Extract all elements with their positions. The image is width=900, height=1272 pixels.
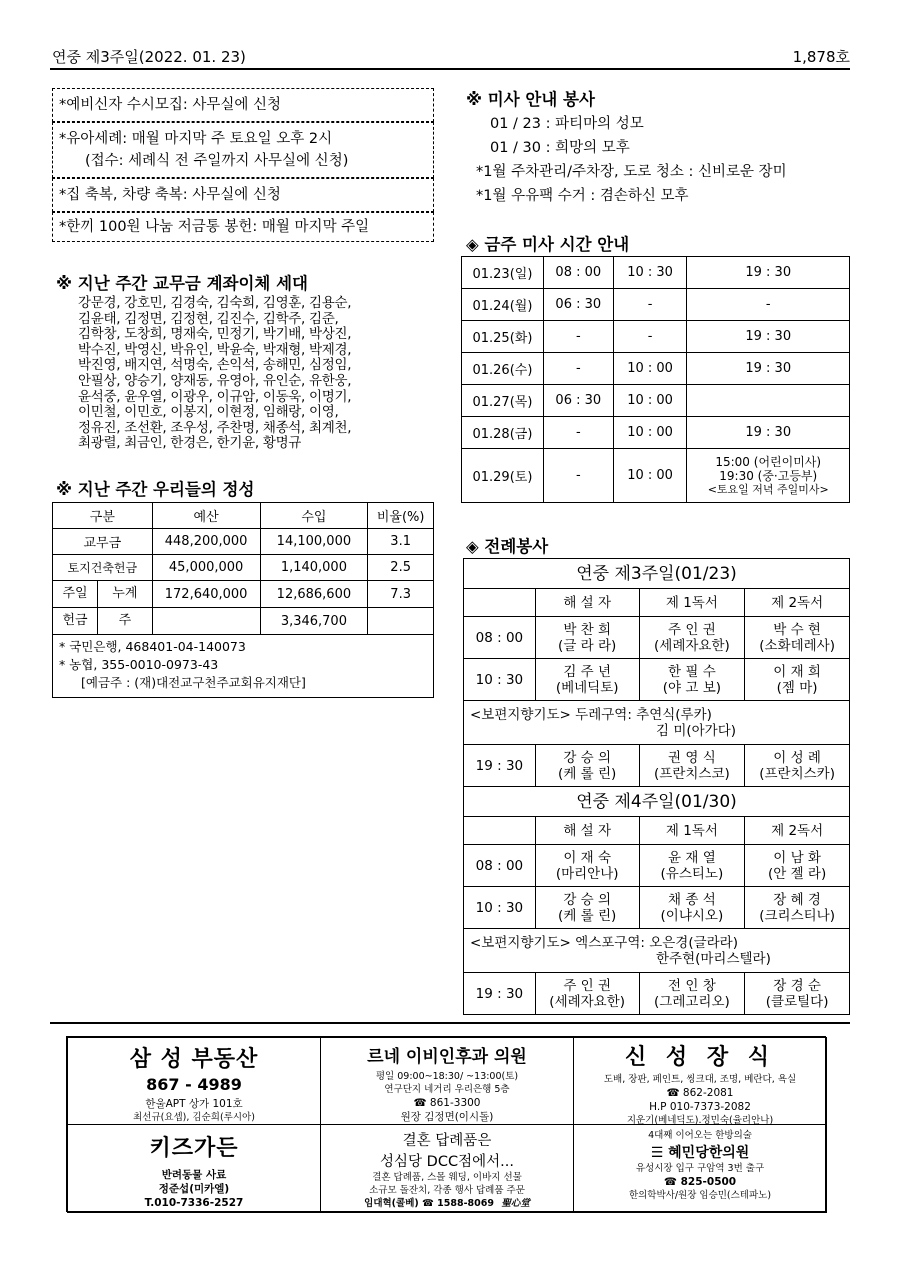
table-row: 08 : 00 이 재 숙 (마리안나) 윤 재 열 (유스티노) 이 남 화 (안 젤 라)	[464, 845, 850, 887]
clinic-logo-icon: ☰	[650, 1145, 664, 1161]
prayer-row: <보편지향기도> 두레구역: 추연식(루카) 김 미(아가다)	[464, 701, 850, 745]
sungsimdang-logo: 聖心堂	[501, 1198, 530, 1209]
table-row: 01.28(금) - 10 : 00 19 : 30	[462, 417, 850, 449]
table-row: 01.27(목) 06 : 30 10 : 00	[462, 385, 850, 417]
mass-service-title: ※ 미사 안내 봉사	[466, 90, 595, 109]
ad-sungsimdang: 결혼 답례품은 성심당 DCC점에서... 결혼 답례품, 스몰 웨딩, 이바지 선물 소규모 돌잔치, 각종 행사 답례품 주문 임대혁(콜베) ☎ 1588-8069 聖心堂	[320, 1124, 574, 1213]
table-row: 01.24(월) 06 : 30 - -	[462, 289, 850, 321]
issue-number: 1,878호	[792, 48, 850, 66]
ad-shinsung-interior: 신 성 장 식 도배, 장판, 페인트, 씽크대, 조명, 베란다, 욕실 ☎ 862-2081 H.P 010-7373-2082 지운기(베네딕도).정민숙(율리안나)	[573, 1037, 827, 1125]
offering-title: ※ 지난 주간 우리들의 정성	[56, 480, 255, 499]
table-row: 주일 누계 172,640,000 12,686,600 7.3	[53, 581, 434, 608]
ads-panel	[66, 1036, 826, 1212]
table-row: 01.26(수) - 10 : 00 19 : 30	[462, 353, 850, 385]
notice-catechumen: *예비신자 수시모집: 사무실에 신청	[52, 88, 434, 122]
table-row: 19 : 30 강 승 의 (케 롤 린) 권 영 식 (프란치스코) 이 성 례 (프란치스카)	[464, 745, 850, 787]
notice-infant-baptism: *유아세례: 매월 마지막 주 토요일 오후 2시 (접수: 세례식 전 주일까지 사무실에 신청)	[52, 122, 434, 178]
ad-samsung-realty: 삼 성 부동산 867 - 4989 한울APT 상가 101호 최선규(요셉), 김순희(루시아)	[67, 1037, 321, 1125]
notice-blessing: *집 축복, 차량 축복: 사무실에 신청	[52, 178, 434, 212]
ad-kids-garden: 키즈가든 반려동물 사료 정준섭(미카엘) T.010-7336-2527	[67, 1124, 321, 1213]
table-row: 토지건축헌금 45,000,000 1,140,000 2.5	[53, 555, 434, 581]
notice-piggybank: *한끼 100원 나눔 저금통 봉헌: 매월 마지막 주일	[52, 212, 434, 242]
table-row: 헌금 주 3,346,700	[53, 608, 434, 635]
bulletin-date: 연중 제3주일(2022. 01. 23)	[52, 48, 246, 66]
table-row: 08 : 00 박 찬 희 (글 라 라) 주 인 권 (세례자요한) 박 수 현 (소화데레사)	[464, 617, 850, 659]
table-row: 01.29(토) - 10 : 00 15:00 (어린이미사) 19:30 (중·고등부) <토요일 저녁 주일미사>	[462, 449, 850, 503]
mass-schedule-table	[461, 256, 850, 503]
table-row: 01.23(일) 08 : 00 10 : 30 19 : 30	[462, 257, 850, 289]
header-divider	[50, 68, 850, 70]
mass-service-list: 01 / 23 : 파티마의 성모 01 / 30 : 희망의 모후 *1월 주차관리/주차장, 도로 청소 : 신비로운 장미 *1월 우유팩 수거 : 겸손하신 모후	[476, 116, 787, 204]
ad-hyeminang-clinic: 4대째 이어오는 한방의술 ☰ 혜민당한의원 유성시장 입구 구암역 3번 출구 ☎ 825-0500 한의학박사/원장 임승민(스테파노)	[573, 1124, 827, 1213]
week-heading: 연중 제4주일(01/30)	[464, 787, 850, 817]
ad-rene-ent-clinic: 르네 이비인후과 의원 평일 09:00~18:30/ ~13:00(토) 연구단지 네거리 우리은행 5층 ☎ 861-3300 원장 김정면(이시돌)	[320, 1037, 574, 1125]
liturgy-title: ◈ 전례봉사	[466, 537, 549, 556]
table-row: 10 : 30 김 주 년 (베네딕토) 한 필 수 (야 고 보) 이 재 희 (젬 마)	[464, 659, 850, 701]
footer-divider	[50, 1022, 850, 1024]
liturgy-table: 연중 제3주일(01/23) 해 설 자 제 1독서 제 2독서 08 : 00 박 찬 희 (글 라 라) 주 인 권 (세례자요한) 박 수 현 (소화데레사) 10 : 30 김 주 년 (베네딕토) 한 필 수 (야 고 보) 이 재 희 (젬 마) <보편지향기도> 두레구역: 추연식(루카) 김 미(아가다) 19 : 30 강 승 의 (케 롤 린) 권 영 식 (프란치스코) 이 성 례 (프란치스카) 연중 제4주일(01/30) 해 설 자 제 1독서 제 2독서 08 : 00 이 재 숙 (마리안나) 윤 재 열 (유스티노) 이 남 화 (안 젤 라) 10 : 30 강 승 의 (케 롤 린) 채 종 석 (이냐시오) 장 혜 경 (크리스티나) <보편지향기도> 엑스포구역: 오은경(글라라) 한주현(마리스텔라) 19 : 30 주 인 권 (세례자요한) 전 인 창 (그레고리오) 장 경 순 (클로틸다)	[463, 558, 850, 1015]
schedule-title: ◈ 금주 미사 시간 안내	[466, 235, 630, 254]
bank-account-note: * 국민은행, 468401-04-140073 * 농협, 355-0010-0973-43 [예금주 : (재)대전교구천주교회유지재단]	[52, 634, 434, 698]
week-heading: 연중 제3주일(01/23)	[464, 559, 850, 589]
table-row: 19 : 30 주 인 권 (세례자요한) 전 인 창 (그레고리오) 장 경 순 (클로틸다)	[464, 973, 850, 1015]
prayer-row: <보편지향기도> 엑스포구역: 오은경(글라라) 한주현(마리스텔라)	[464, 929, 850, 973]
offering-table: 구분 예산 수입 비율(%) 교무금 448,200,000 14,100,000 3.1 토지건축헌금 45,000,000 1,140,000 2.5 주일 누계 172,640,000 12,686,600 7.3 헌금 주 3,346,700	[52, 502, 434, 635]
table-row: 01.25(화) - - 19 : 30	[462, 321, 850, 353]
transfer-title: ※ 지난 주간 교무금 계좌이체 세대	[56, 274, 308, 293]
table-row: 교무금 448,200,000 14,100,000 3.1	[53, 529, 434, 555]
transfer-names: 강문경, 강호민, 김경숙, 김숙희, 김영훈, 김용순, 김윤태, 김정면, 김정현, 김진수, 김학주, 김준, 김학창, 도창희, 명재숙, 민정기, 박기배, 박상진, 박수진, 박영신, 박유인, 박윤숙, 박재형, 박제경, 박진영, 배지연, 석명숙, 손익석, 송해민, 심정임, 안필상, 양승기, 양재동, 유영아, 유인순, 유한웅, 윤석중, 윤우열, 이광우, 이규암, 이동욱, 이명기, 이민철, 이민호, 이봉지, 이현정, 임해랑, 이영, 정유진, 조선환, 조우성, 주찬명, 채종석, 최계천, 최광렬, 최금인, 한경은, 한기윤, 황명규	[78, 295, 352, 452]
table-row: 10 : 30 강 승 의 (케 롤 린) 채 종 석 (이냐시오) 장 혜 경 (크리스티나)	[464, 887, 850, 929]
